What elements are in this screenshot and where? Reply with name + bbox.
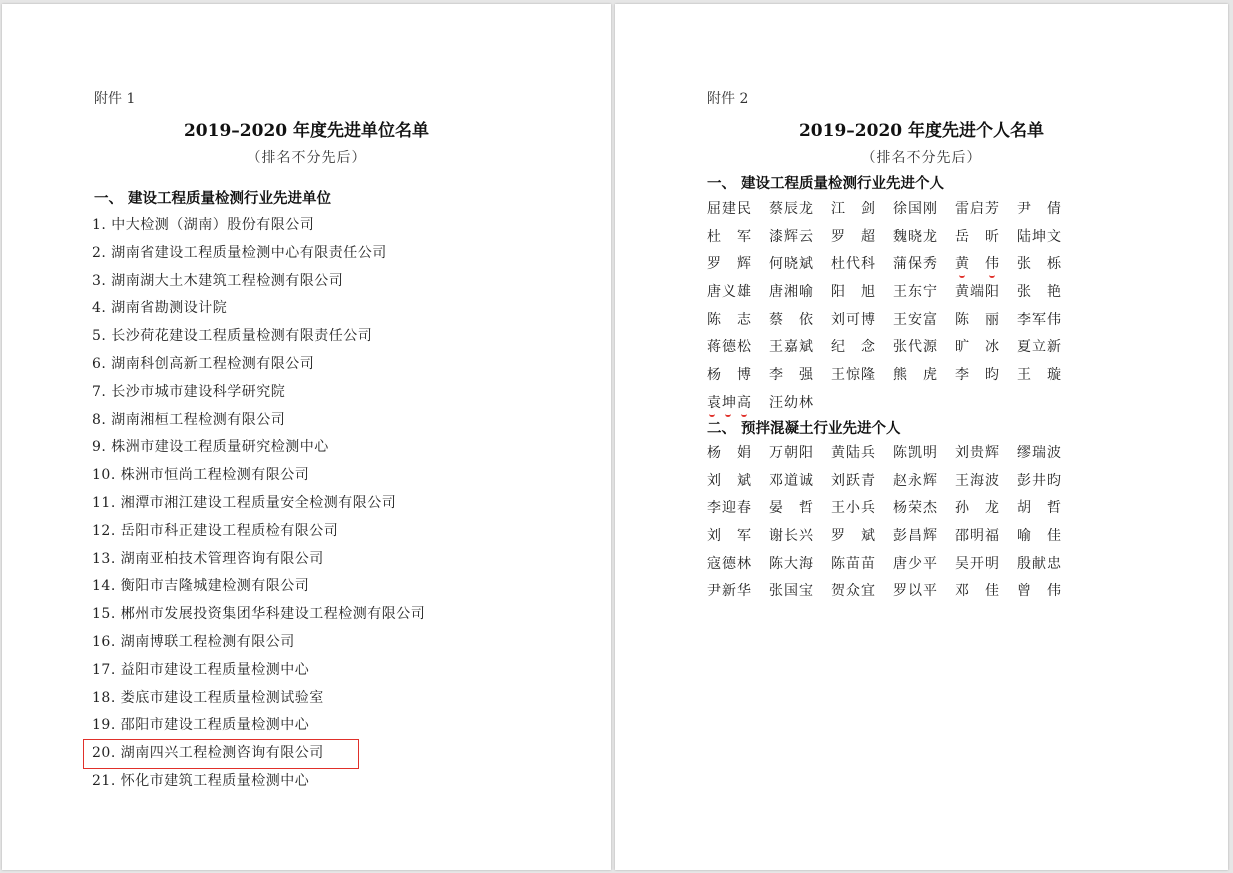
page-title: 2019–2020 年度先进单位名单	[183, 121, 430, 141]
list-item: 5. 长沙荷花建设工程质量检测有限责任公司	[92, 328, 373, 345]
list-item: 19. 邵阳市建设工程质量检测中心	[92, 717, 310, 734]
list-item: 12. 岳阳市科正建设工程质检有限公司	[92, 522, 339, 539]
emphasis-mark	[725, 411, 731, 417]
person-name: 尹新华	[707, 583, 751, 600]
person-name: 李 强	[769, 367, 813, 384]
page-subtitle: （排名不分先后）	[861, 150, 982, 166]
list-item: 17. 益阳市建设工程质量检测中心	[92, 661, 310, 678]
person-name: 魏晓龙	[893, 228, 937, 245]
person-name: 陈大海	[769, 555, 813, 572]
page-attachment-2	[615, 4, 1228, 870]
person-name: 陈苗苗	[831, 555, 875, 572]
person-name: 张代源	[893, 339, 937, 356]
page-title: 2019–2020 年度先进个人名单	[798, 121, 1045, 141]
person-name: 杨 娟	[707, 445, 751, 461]
person-name: 唐义雄	[707, 284, 751, 301]
person-name: 黄 伟	[955, 251, 999, 279]
person-name: 王海波	[955, 472, 999, 489]
person-name: 孙 龙	[955, 500, 999, 517]
person-name: 岳 昕	[955, 228, 999, 245]
person-name: 万朝阳	[769, 445, 813, 461]
emphasis-mark	[989, 272, 995, 278]
person-name: 陈 志	[707, 311, 751, 328]
person-name: 罗以平	[893, 583, 937, 600]
person-name: 雷启芳	[955, 201, 999, 217]
list-item: 1. 中大检测（湖南）股份有限公司	[92, 217, 315, 233]
person-name: 曾 伟	[1017, 583, 1061, 600]
name-grid-testing	[707, 196, 1079, 418]
person-name: 黄陆兵	[831, 445, 875, 461]
person-name: 胡 哲	[1017, 500, 1061, 517]
person-name: 蔡辰龙	[769, 201, 813, 217]
section-heading-testing-individuals: 一、 建设工程质量检测行业先进个人	[707, 176, 945, 192]
person-name: 杨荣杰	[893, 500, 937, 517]
person-name: 唐少平	[893, 555, 937, 572]
list-item: 11. 湘潭市湘江建设工程质量安全检测有限公司	[92, 494, 397, 511]
person-name: 邓道诚	[769, 472, 813, 489]
person-name: 刘 军	[707, 528, 751, 545]
section-heading-concrete-individuals: 二、 预拌混凝土行业先进个人	[707, 421, 901, 437]
person-name: 李迎春	[707, 500, 751, 517]
person-name: 唐湘喻	[769, 284, 813, 301]
person-name: 刘跃青	[831, 472, 875, 489]
person-name: 缪瑞波	[1017, 445, 1061, 461]
person-name: 王东宁	[893, 284, 937, 301]
person-name: 陈凯明	[893, 445, 937, 461]
list-item: 16. 湖南博联工程检测有限公司	[92, 633, 295, 650]
emphasis-mark	[959, 272, 965, 278]
person-name: 屈建民	[707, 201, 751, 217]
person-name: 袁坤高	[707, 390, 751, 418]
person-name: 贺众宜	[831, 583, 875, 600]
person-name: 黄端阳	[955, 284, 999, 301]
person-name: 邵明福	[955, 528, 999, 545]
list-item: 9. 株洲市建设工程质量研究检测中心	[92, 439, 329, 456]
page-attachment-1	[2, 4, 611, 870]
person-name: 陆坤文	[1017, 228, 1061, 245]
attachment-label: 附件 2	[707, 91, 749, 107]
person-name: 吴开明	[955, 555, 999, 572]
person-name: 旷 冰	[955, 339, 999, 356]
list-item: 2. 湖南省建设工程质量检测中心有限责任公司	[92, 244, 387, 261]
person-name: 赵永辉	[893, 472, 937, 489]
emphasis-mark	[709, 411, 715, 417]
person-name: 彭井昀	[1017, 472, 1061, 489]
person-name: 彭昌辉	[893, 528, 937, 545]
person-name: 邓 佳	[955, 583, 999, 600]
person-name: 王安富	[893, 311, 937, 328]
unit-list	[92, 212, 425, 796]
person-name: 何晓斌	[769, 256, 813, 273]
person-name: 刘 斌	[707, 472, 751, 489]
section-heading-units: 一、 建设工程质量检测行业先进单位	[94, 191, 332, 207]
person-name: 杜 军	[707, 228, 751, 245]
person-name: 蒋德松	[707, 339, 751, 356]
list-item: 14. 衡阳市吉隆城建检测有限公司	[92, 578, 310, 595]
list-item: 13. 湖南亚柏技术管理咨询有限公司	[92, 550, 324, 567]
person-name: 汪幼林	[769, 394, 813, 411]
list-item: 6. 湖南科创高新工程检测有限公司	[92, 355, 315, 372]
emphasis-mark	[741, 411, 747, 417]
person-name: 罗 辉	[707, 256, 751, 273]
person-name: 陈 丽	[955, 311, 999, 328]
person-name: 喻 佳	[1017, 528, 1061, 545]
attachment-label: 附件 1	[94, 91, 136, 107]
list-item: 4. 湖南省勘测设计院	[92, 300, 228, 317]
list-item: 21. 怀化市建筑工程质量检测中心	[92, 772, 310, 789]
list-item: 10. 株洲市恒尚工程检测有限公司	[92, 467, 310, 484]
person-name: 晏 哲	[769, 500, 813, 517]
person-name: 谢长兴	[769, 528, 813, 545]
list-item: 15. 郴州市发展投资集团华科建设工程检测有限公司	[92, 606, 426, 623]
name-grid-concrete	[707, 440, 1079, 606]
list-item: 18. 娄底市建设工程质量检测试验室	[92, 689, 324, 706]
person-name: 寇德林	[707, 555, 751, 572]
person-name: 阳 旭	[831, 284, 875, 301]
person-name: 罗 超	[831, 228, 875, 245]
list-item: 3. 湖南湖大土木建筑工程检测有限公司	[92, 272, 344, 289]
person-name: 蒲保秀	[893, 256, 937, 273]
person-name: 刘可博	[831, 311, 875, 328]
person-name: 罗 斌	[831, 528, 875, 545]
person-name: 夏立新	[1017, 339, 1061, 356]
person-name: 蔡 依	[769, 311, 813, 328]
person-name: 杜代科	[831, 256, 875, 273]
list-item-highlighted: 20. 湖南四兴工程检测咨询有限公司	[84, 740, 358, 768]
page-subtitle: （排名不分先后）	[246, 150, 367, 166]
person-name: 熊 虎	[893, 367, 937, 384]
person-name: 王嘉斌	[769, 339, 813, 356]
person-name: 尹 倩	[1017, 201, 1061, 217]
person-name: 徐国刚	[893, 201, 937, 217]
person-name: 刘贵辉	[955, 445, 999, 461]
person-name: 王惊隆	[831, 367, 875, 384]
person-name: 王 璇	[1017, 367, 1061, 384]
person-name: 漆辉云	[769, 228, 813, 245]
person-name: 张国宝	[769, 583, 813, 600]
person-name: 杨 博	[707, 367, 751, 384]
person-name: 王小兵	[831, 500, 875, 517]
person-name: 纪 念	[831, 339, 875, 356]
person-name: 李军伟	[1017, 311, 1061, 328]
person-name: 张 艳	[1017, 284, 1061, 301]
person-name: 殷献忠	[1017, 555, 1061, 572]
list-item: 7. 长沙市城市建设科学研究院	[92, 383, 286, 400]
list-item: 8. 湖南湘桓工程检测有限公司	[92, 411, 286, 428]
person-name: 江 剑	[831, 201, 875, 217]
person-name: 张 栎	[1017, 256, 1061, 273]
person-name: 李 昀	[955, 367, 999, 384]
